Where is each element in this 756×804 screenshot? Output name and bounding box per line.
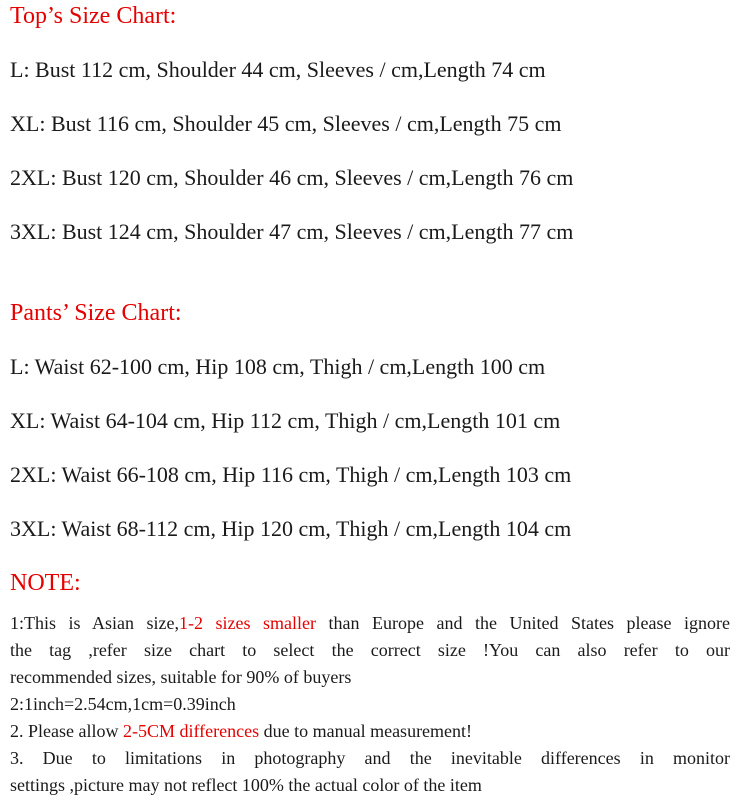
- tops-row-2xl: 2XL: Bust 120 cm, Shoulder 46 cm, Sleeves / cm,Length 76 cm: [10, 165, 574, 190]
- size-difference-highlight: 1-2 sizes smaller: [179, 613, 317, 633]
- tops-row-3xl: 3XL: Bust 124 cm, Shoulder 47 cm, Sleeves / cm,Length 77 cm: [10, 219, 574, 244]
- pants-row-xl: XL: Waist 64-104 cm, Hip 112 cm, Thigh / cm,Length 101 cm: [10, 408, 561, 433]
- pants-chart-title: Pants’ Size Chart:: [10, 300, 182, 326]
- tops-row-xl: XL: Bust 116 cm, Shoulder 45 cm, Sleeves / cm,Length 75 cm: [10, 111, 562, 136]
- measurement-difference-highlight: 2-5CM differences: [122, 721, 260, 741]
- pants-row-2xl: 2XL: Waist 66-108 cm, Hip 116 cm, Thigh / cm,Length 103 cm: [10, 462, 572, 487]
- note-body: [10, 610, 730, 799]
- note-line-5: [10, 718, 730, 745]
- note-line-7: settings ,picture may not reflect 100% the actual color of the item: [10, 775, 482, 795]
- note-line-6: 3. Due to limitations in photography and the inevitable differences in monitor: [10, 748, 730, 768]
- note-title: NOTE:: [10, 570, 81, 596]
- note-line-5-end: due to manual measurement!: [259, 721, 473, 741]
- note-line-3: recommended sizes, suitable for 90% of buyers: [10, 667, 352, 687]
- note-line-1-start: 1:This is Asian size,: [10, 613, 180, 633]
- note-line-1-end: than Europe and the United States please ignore: [316, 613, 730, 633]
- note-line-1: [10, 610, 730, 637]
- note-conversion: 2:1inch=2.54cm,1cm=0.39inch: [10, 694, 236, 714]
- note-line-5-start: 2. Please allow: [10, 721, 123, 741]
- note-line-2: the tag ,refer size chart to select the correct size !You can also refer to our: [10, 640, 730, 660]
- pants-row-l: L: Waist 62-100 cm, Hip 108 cm, Thigh / cm,Length 100 cm: [10, 354, 546, 379]
- tops-chart-title: Top’s Size Chart:: [10, 3, 177, 29]
- tops-row-l: L: Bust 112 cm, Shoulder 44 cm, Sleeves / cm,Length 74 cm: [10, 57, 546, 82]
- pants-row-3xl: 3XL: Waist 68-112 cm, Hip 120 cm, Thigh / cm,Length 104 cm: [10, 516, 572, 541]
